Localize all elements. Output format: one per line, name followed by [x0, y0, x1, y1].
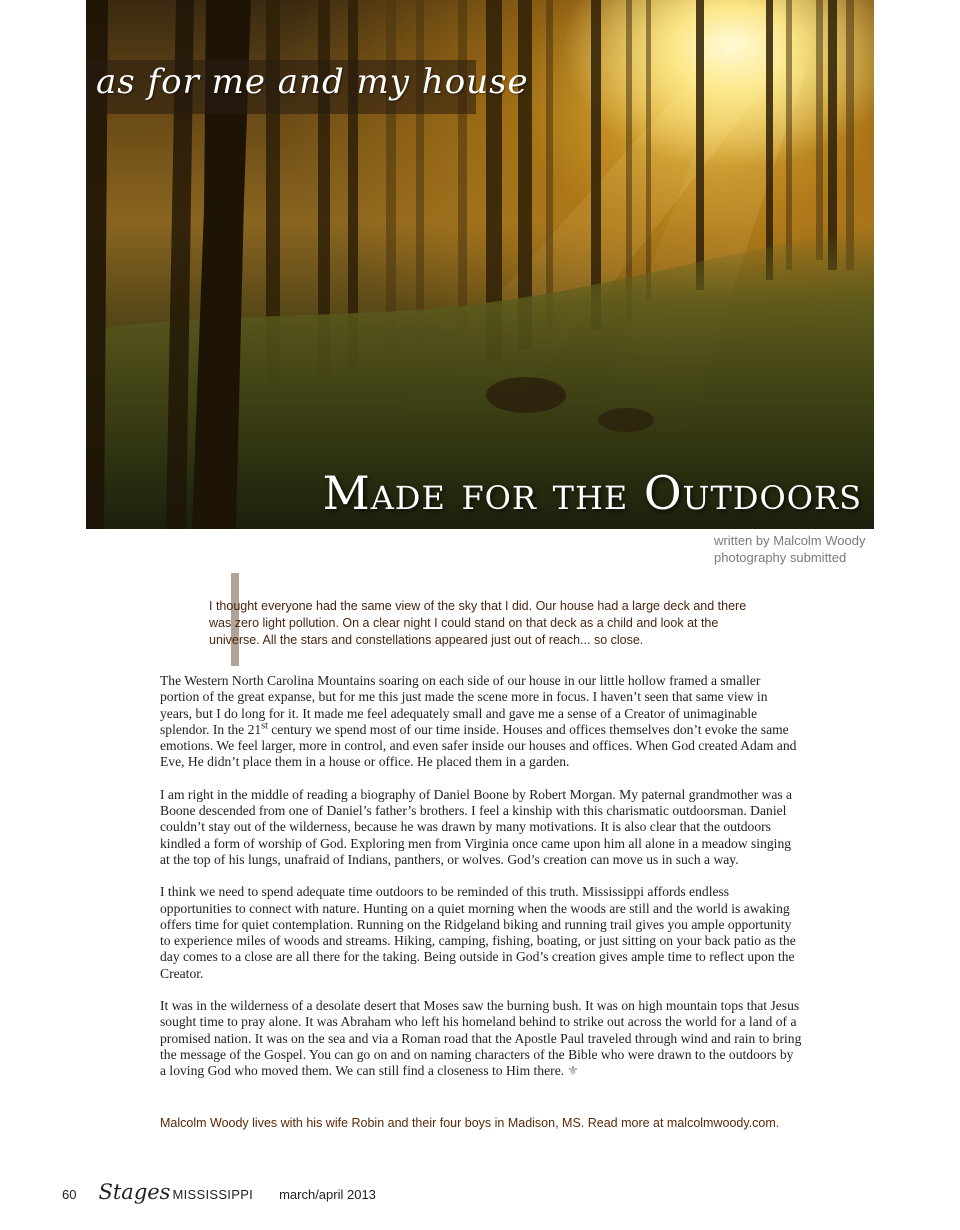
- credits: [714, 532, 865, 566]
- paragraph-4-text: It was in the wilderness of a desolate desert that Moses saw the burning bush. It was on high mountain tops that Jesus sought time to pray alone. It was Abraham who left his homeland behind to strike out across the world for a land of a promised nation. It was on the sea and via a Roman road that the Apostle Paul traveled through wind and rain to bring the message of the Gospel. You can go on and on naming characters of the Bible who were drawn to the outdoors by a loving God who moved them. We can still find a closeness to Him there.: [160, 998, 802, 1079]
- fleur-de-lis-icon: ⚜: [567, 1063, 579, 1079]
- photo-credit: photography submitted: [714, 550, 847, 565]
- hero-photo: [86, 0, 874, 529]
- series-title: as for me and my house: [96, 62, 529, 102]
- author-credit: written by Malcolm Woody: [714, 533, 866, 548]
- page-number: 60: [62, 1187, 77, 1202]
- paragraph-3: I think we need to spend adequate time outdoors to be reminded of this truth. Mississippi affords endless opportunities to connect with nature. Hunting on a quiet morning when the woods are still and the world is awaking offers time for quiet contemplation. Running on the Ridgeland biking and running trail gives you ample opportunity to experience miles of woods and streams. Hiking, camping, fishing, boating, or just sitting on your back patio as the day comes to a close are all there for the taking. Being outside in God’s creation gives ample time to reflect upon the Creator.: [160, 884, 796, 981]
- issue-date: march/april 2013: [279, 1187, 376, 1202]
- article-title: Made for the Outdoors: [322, 466, 862, 520]
- paragraph-1: [160, 673, 802, 771]
- magazine-logo-script: Stages: [98, 1180, 171, 1204]
- magazine-logo-state: MISSISSIPPI: [172, 1187, 254, 1202]
- paragraph-4: [160, 998, 802, 1079]
- paragraph-1-part-b: century we spend most of our time inside. Houses and offices themselves don’t evoke the same emotions. We feel larger, more in control, and even safer inside our houses and offices. When God created Adam and Eve, He didn’t place them in a house or office. He placed them in a garden.: [160, 721, 797, 770]
- paragraph-2: I am right in the middle of reading a biography of Daniel Boone by Robert Morgan. My paternal grandmother was a Boone descended from one of Daniel’s father’s brothers. I feel a kinship with this charismatic outdoorsman. Daniel couldn’t stay out of the wilderness, because he was drawn by many motivations. It is also clear that the outdoors kindled a form of worship of God. Exploring men from Virginia once came upon him all alone in a meadow singing at the top of his lungs, unafraid of Indians, panthers, or wolves. God’s creation can move us in such a way.: [160, 786, 793, 867]
- page-footer: [62, 1180, 376, 1210]
- ordinal-suffix: st: [261, 720, 268, 732]
- article-body: [160, 673, 802, 1096]
- author-bio: Malcolm Woody lives with his wife Robin and their four boys in Madison, MS. Read more at malcolmwoody.com.: [160, 1116, 780, 1130]
- paragraph-1-part-a: The Western North Carolina Mountains soaring on each side of our house in our little hollow framed a smaller portion of the great expanse, but for me this just made the scene more in focus. I haven’t seen that same view in years, but I do long for it. It made me feel adequately small and gave me a sense of a Creator of unimaginable splendor. In the 21: [160, 673, 768, 737]
- pull-quote: I thought everyone had the same view of the sky that I did. Our house had a large deck and there was zero light pollution. On a clear night I could stand on that deck as a child and look at the universe. All the stars and constellations appeared just out of reach... so close.: [209, 599, 747, 647]
